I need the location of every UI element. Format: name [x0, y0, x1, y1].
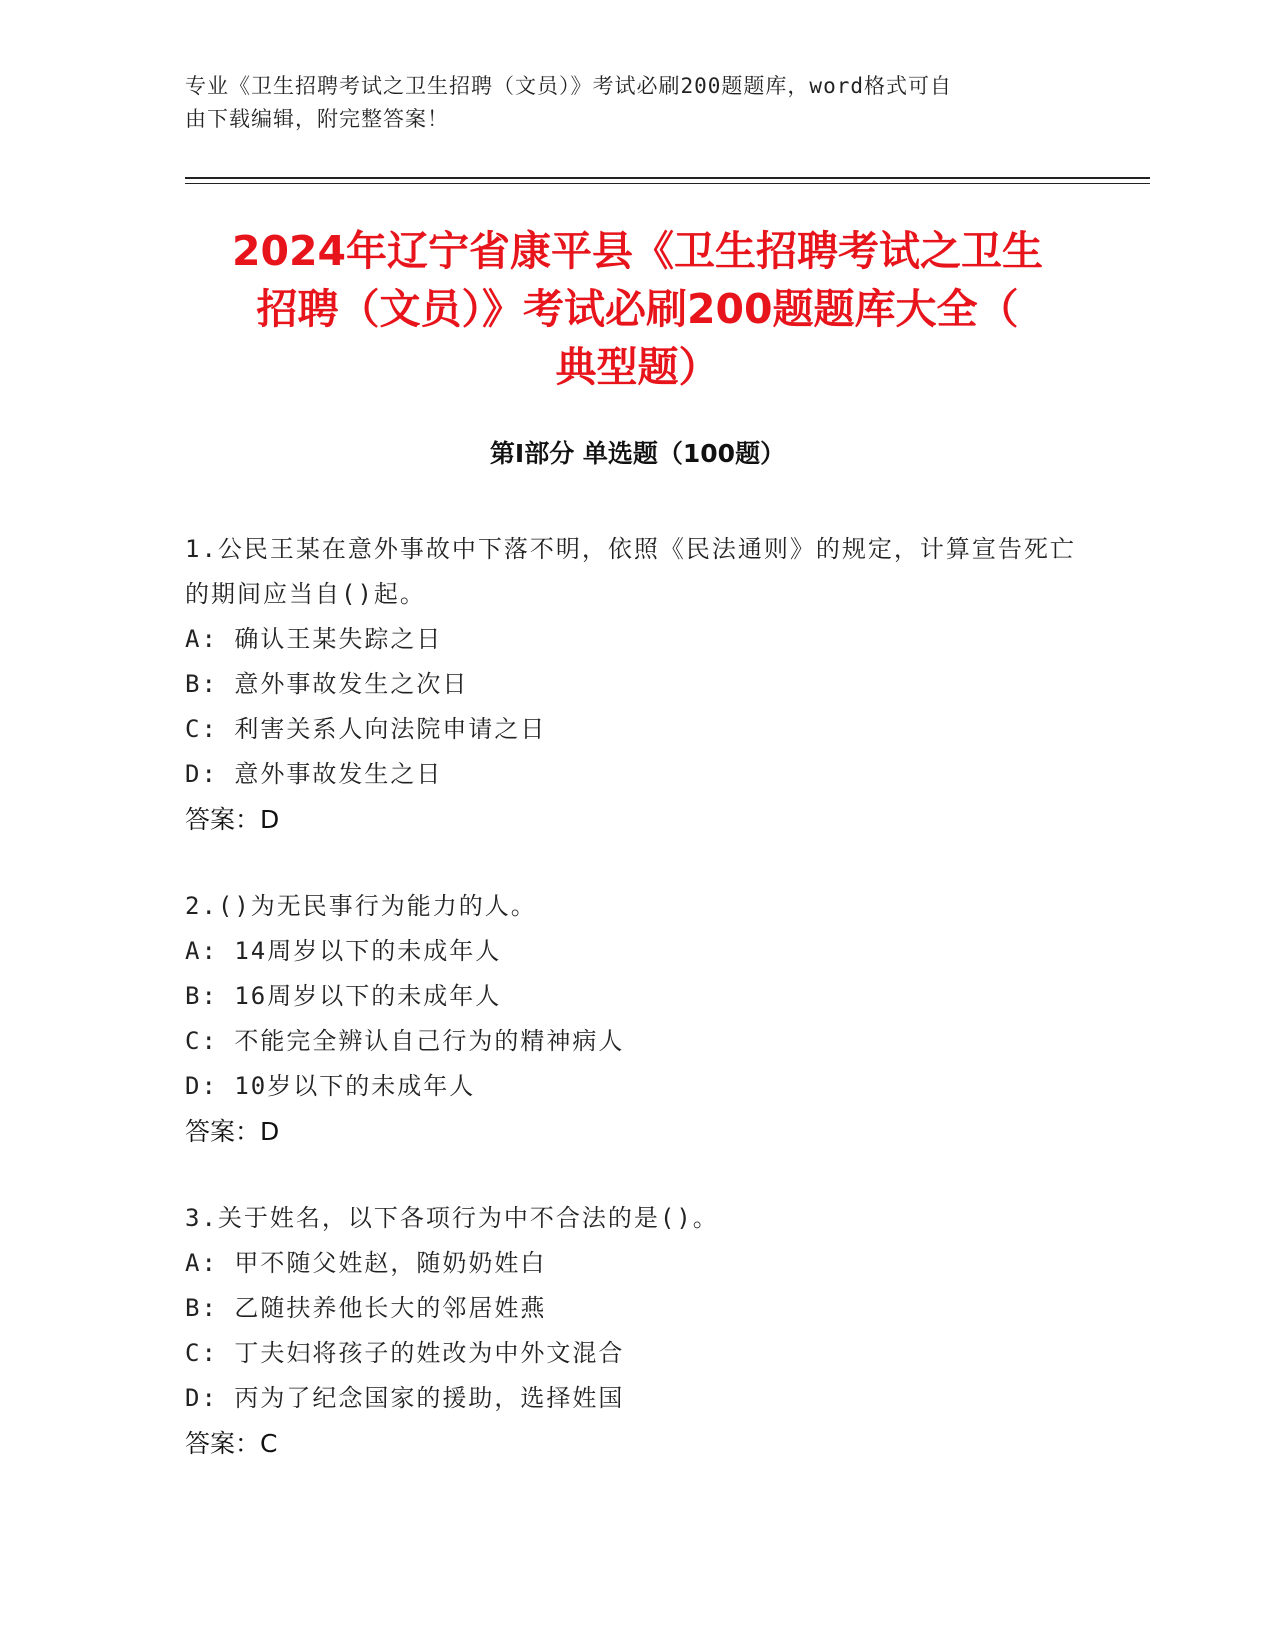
option-d: D: 10岁以下的未成年人 [185, 1072, 476, 1100]
option-a: A: 确认王某失踪之日 [185, 625, 443, 653]
header-note-line-2: 由下载编辑，附完整答案！ [185, 107, 449, 131]
option-b: B: 意外事故发生之次日 [185, 670, 469, 698]
option-c: C: 不能完全辨认自己行为的精神病人 [185, 1027, 625, 1055]
question-stem: 3.关于姓名，以下各项行为中不合法的是()。 [185, 1204, 719, 1232]
section-heading: 第I部分 单选题（100题） [489, 439, 786, 468]
question-list [185, 527, 1085, 1508]
document-title-line-3: 典型题） [555, 343, 720, 391]
answer: 答案：D [185, 1117, 280, 1146]
option-a: A: 甲不随父姓赵，随奶奶姓白 [185, 1249, 547, 1277]
option-d: D: 意外事故发生之日 [185, 760, 443, 788]
question-stem: 1.公民王某在意外事故中下落不明，依照《民法通则》的规定，计算宣告死亡的期间应当自()起。 [185, 535, 1076, 608]
option-d: D: 丙为了纪念国家的援助，选择姓国 [185, 1384, 625, 1412]
header-rule-thick [185, 177, 1150, 179]
header-note-line-1: 专业《卫生招聘考试之卫生招聘（文员）》考试必刷200题题库，word格式可自 [185, 74, 952, 98]
option-b: B: 16周岁以下的未成年人 [185, 982, 502, 1010]
option-b: B: 乙随扶养他长大的邻居姓燕 [185, 1294, 547, 1322]
header-rule-thin [185, 183, 1150, 184]
document-title-line-2: 招聘（文员）》考试必刷200题题库大全（ [256, 285, 1019, 333]
option-a: A: 14周岁以下的未成年人 [185, 937, 502, 965]
header-note [185, 70, 1065, 136]
document-title [170, 222, 1105, 396]
question-stem: 2.()为无民事行为能力的人。 [185, 892, 537, 920]
answer: 答案：C [185, 1429, 278, 1458]
option-c: C: 利害关系人向法院申请之日 [185, 715, 547, 743]
question-1 [185, 527, 1085, 842]
option-c: C: 丁夫妇将孩子的姓改为中外文混合 [185, 1339, 625, 1367]
answer: 答案：D [185, 805, 280, 834]
question-3 [185, 1196, 1085, 1466]
question-2 [185, 884, 1085, 1154]
document-title-line-1: 2024年辽宁省康平县《卫生招聘考试之卫生 [231, 227, 1044, 275]
